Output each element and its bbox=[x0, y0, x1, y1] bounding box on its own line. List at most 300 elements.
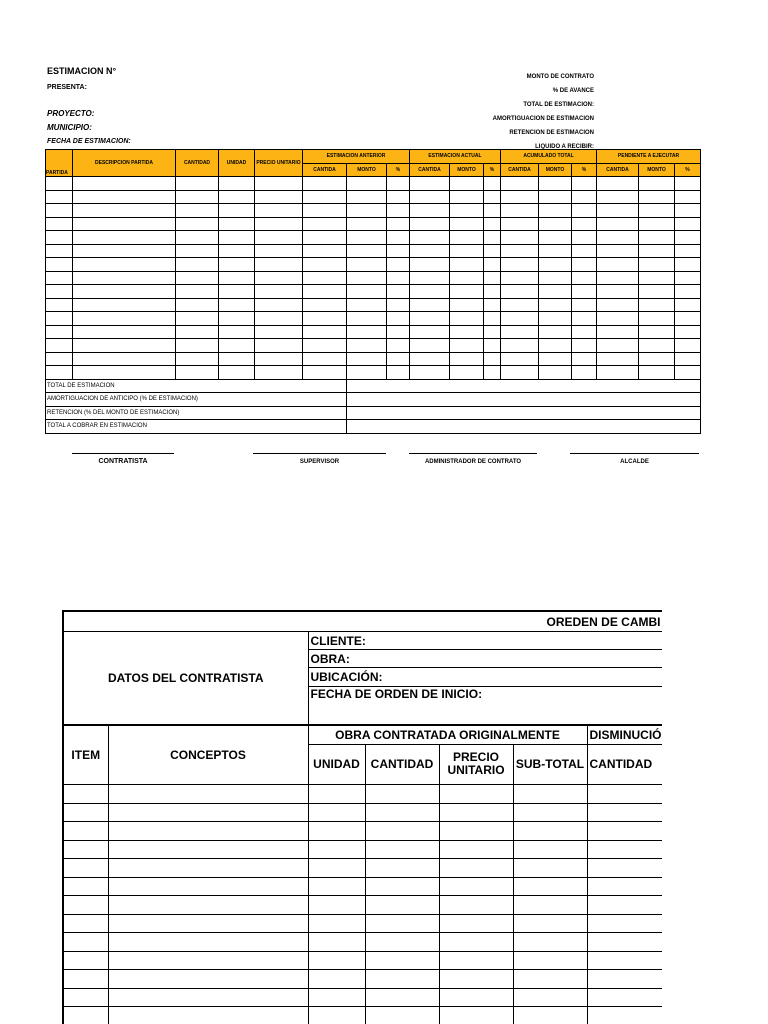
empty-cell[interactable] bbox=[484, 244, 501, 258]
empty-cell[interactable] bbox=[303, 231, 347, 245]
empty-cell[interactable] bbox=[63, 970, 108, 989]
empty-cell[interactable] bbox=[572, 244, 597, 258]
empty-cell[interactable] bbox=[501, 352, 539, 366]
empty-cell[interactable] bbox=[597, 312, 639, 326]
empty-cell[interactable] bbox=[410, 271, 450, 285]
empty-cell[interactable] bbox=[303, 325, 347, 339]
empty-cell[interactable] bbox=[572, 352, 597, 366]
empty-cell[interactable] bbox=[73, 312, 176, 326]
empty-cell[interactable] bbox=[587, 877, 662, 896]
empty-cell[interactable] bbox=[176, 298, 219, 312]
empty-cell[interactable] bbox=[347, 285, 387, 299]
empty-cell[interactable] bbox=[219, 258, 255, 272]
empty-cell[interactable] bbox=[219, 271, 255, 285]
empty-cell[interactable] bbox=[501, 285, 539, 299]
empty-cell[interactable] bbox=[365, 859, 439, 878]
empty-cell[interactable] bbox=[303, 258, 347, 272]
empty-cell[interactable] bbox=[501, 177, 539, 191]
empty-cell[interactable] bbox=[513, 970, 587, 989]
empty-cell[interactable] bbox=[513, 896, 587, 915]
empty-cell[interactable] bbox=[46, 298, 73, 312]
empty-cell[interactable] bbox=[639, 231, 675, 245]
empty-cell[interactable] bbox=[303, 298, 347, 312]
empty-cell[interactable] bbox=[46, 177, 73, 191]
empty-cell[interactable] bbox=[255, 298, 303, 312]
empty-cell[interactable] bbox=[365, 970, 439, 989]
empty-cell[interactable] bbox=[108, 785, 308, 804]
empty-cell[interactable] bbox=[46, 204, 73, 218]
empty-cell[interactable] bbox=[539, 366, 572, 380]
empty-cell[interactable] bbox=[176, 285, 219, 299]
empty-cell[interactable] bbox=[597, 217, 639, 231]
empty-cell[interactable] bbox=[255, 177, 303, 191]
empty-cell[interactable] bbox=[450, 312, 484, 326]
empty-cell[interactable] bbox=[439, 822, 513, 841]
empty-cell[interactable] bbox=[63, 840, 108, 859]
empty-cell[interactable] bbox=[255, 366, 303, 380]
empty-cell[interactable] bbox=[219, 298, 255, 312]
empty-cell[interactable] bbox=[219, 325, 255, 339]
empty-cell[interactable] bbox=[539, 258, 572, 272]
empty-cell[interactable] bbox=[501, 312, 539, 326]
empty-cell[interactable] bbox=[539, 244, 572, 258]
empty-cell[interactable] bbox=[675, 271, 701, 285]
empty-cell[interactable] bbox=[572, 312, 597, 326]
empty-cell[interactable] bbox=[450, 325, 484, 339]
empty-cell[interactable] bbox=[597, 325, 639, 339]
empty-cell[interactable] bbox=[219, 352, 255, 366]
empty-cell[interactable] bbox=[639, 217, 675, 231]
empty-cell[interactable] bbox=[308, 896, 365, 915]
empty-cell[interactable] bbox=[597, 190, 639, 204]
empty-cell[interactable] bbox=[597, 298, 639, 312]
empty-cell[interactable] bbox=[513, 988, 587, 1007]
empty-cell[interactable] bbox=[347, 258, 387, 272]
empty-cell[interactable] bbox=[255, 271, 303, 285]
empty-cell[interactable] bbox=[597, 366, 639, 380]
empty-cell[interactable] bbox=[450, 339, 484, 353]
empty-cell[interactable] bbox=[501, 231, 539, 245]
empty-cell[interactable] bbox=[539, 204, 572, 218]
empty-cell[interactable] bbox=[639, 325, 675, 339]
empty-cell[interactable] bbox=[63, 859, 108, 878]
empty-cell[interactable] bbox=[539, 271, 572, 285]
empty-cell[interactable] bbox=[484, 190, 501, 204]
empty-cell[interactable] bbox=[219, 366, 255, 380]
empty-cell[interactable] bbox=[387, 298, 410, 312]
empty-cell[interactable] bbox=[439, 877, 513, 896]
empty-cell[interactable] bbox=[365, 914, 439, 933]
empty-cell[interactable] bbox=[450, 258, 484, 272]
empty-cell[interactable] bbox=[387, 366, 410, 380]
empty-cell[interactable] bbox=[108, 877, 308, 896]
empty-cell[interactable] bbox=[513, 785, 587, 804]
empty-cell[interactable] bbox=[439, 803, 513, 822]
empty-cell[interactable] bbox=[176, 271, 219, 285]
empty-cell[interactable] bbox=[347, 352, 387, 366]
empty-cell[interactable] bbox=[587, 933, 662, 952]
empty-cell[interactable] bbox=[387, 352, 410, 366]
empty-cell[interactable] bbox=[387, 285, 410, 299]
empty-cell[interactable] bbox=[108, 970, 308, 989]
empty-cell[interactable] bbox=[347, 420, 701, 434]
empty-cell[interactable] bbox=[365, 933, 439, 952]
empty-cell[interactable] bbox=[73, 352, 176, 366]
empty-cell[interactable] bbox=[501, 366, 539, 380]
empty-cell[interactable] bbox=[347, 366, 387, 380]
empty-cell[interactable] bbox=[484, 312, 501, 326]
empty-cell[interactable] bbox=[572, 339, 597, 353]
empty-cell[interactable] bbox=[639, 285, 675, 299]
empty-cell[interactable] bbox=[255, 231, 303, 245]
empty-cell[interactable] bbox=[675, 339, 701, 353]
empty-cell[interactable] bbox=[410, 366, 450, 380]
empty-cell[interactable] bbox=[46, 258, 73, 272]
empty-cell[interactable] bbox=[539, 231, 572, 245]
empty-cell[interactable] bbox=[439, 840, 513, 859]
empty-cell[interactable] bbox=[539, 285, 572, 299]
empty-cell[interactable] bbox=[410, 177, 450, 191]
empty-cell[interactable] bbox=[484, 339, 501, 353]
empty-cell[interactable] bbox=[108, 840, 308, 859]
empty-cell[interactable] bbox=[410, 190, 450, 204]
empty-cell[interactable] bbox=[176, 217, 219, 231]
empty-cell[interactable] bbox=[108, 914, 308, 933]
empty-cell[interactable] bbox=[73, 204, 176, 218]
empty-cell[interactable] bbox=[675, 366, 701, 380]
empty-cell[interactable] bbox=[675, 325, 701, 339]
empty-cell[interactable] bbox=[513, 840, 587, 859]
empty-cell[interactable] bbox=[439, 933, 513, 952]
empty-cell[interactable] bbox=[255, 244, 303, 258]
empty-cell[interactable] bbox=[450, 271, 484, 285]
empty-cell[interactable] bbox=[108, 803, 308, 822]
empty-cell[interactable] bbox=[587, 951, 662, 970]
empty-cell[interactable] bbox=[219, 204, 255, 218]
empty-cell[interactable] bbox=[572, 231, 597, 245]
empty-cell[interactable] bbox=[387, 217, 410, 231]
empty-cell[interactable] bbox=[255, 204, 303, 218]
empty-cell[interactable] bbox=[410, 258, 450, 272]
empty-cell[interactable] bbox=[597, 352, 639, 366]
empty-cell[interactable] bbox=[255, 285, 303, 299]
empty-cell[interactable] bbox=[308, 970, 365, 989]
empty-cell[interactable] bbox=[46, 366, 73, 380]
empty-cell[interactable] bbox=[410, 339, 450, 353]
empty-cell[interactable] bbox=[387, 190, 410, 204]
empty-cell[interactable] bbox=[347, 217, 387, 231]
empty-cell[interactable] bbox=[63, 803, 108, 822]
empty-cell[interactable] bbox=[450, 366, 484, 380]
empty-cell[interactable] bbox=[410, 204, 450, 218]
empty-cell[interactable] bbox=[484, 298, 501, 312]
empty-cell[interactable] bbox=[63, 914, 108, 933]
empty-cell[interactable] bbox=[303, 204, 347, 218]
empty-cell[interactable] bbox=[46, 217, 73, 231]
empty-cell[interactable] bbox=[439, 988, 513, 1007]
empty-cell[interactable] bbox=[450, 352, 484, 366]
empty-cell[interactable] bbox=[450, 244, 484, 258]
empty-cell[interactable] bbox=[439, 1007, 513, 1024]
empty-cell[interactable] bbox=[439, 914, 513, 933]
empty-cell[interactable] bbox=[219, 177, 255, 191]
empty-cell[interactable] bbox=[219, 217, 255, 231]
empty-cell[interactable] bbox=[46, 352, 73, 366]
empty-cell[interactable] bbox=[108, 951, 308, 970]
empty-cell[interactable] bbox=[176, 190, 219, 204]
empty-cell[interactable] bbox=[347, 393, 701, 407]
empty-cell[interactable] bbox=[675, 217, 701, 231]
empty-cell[interactable] bbox=[450, 231, 484, 245]
empty-cell[interactable] bbox=[176, 312, 219, 326]
empty-cell[interactable] bbox=[587, 822, 662, 841]
empty-cell[interactable] bbox=[108, 988, 308, 1007]
empty-cell[interactable] bbox=[587, 914, 662, 933]
empty-cell[interactable] bbox=[539, 312, 572, 326]
empty-cell[interactable] bbox=[450, 204, 484, 218]
empty-cell[interactable] bbox=[308, 877, 365, 896]
empty-cell[interactable] bbox=[347, 406, 701, 420]
empty-cell[interactable] bbox=[639, 339, 675, 353]
empty-cell[interactable] bbox=[501, 258, 539, 272]
empty-cell[interactable] bbox=[587, 896, 662, 915]
empty-cell[interactable] bbox=[410, 231, 450, 245]
empty-cell[interactable] bbox=[597, 258, 639, 272]
empty-cell[interactable] bbox=[484, 204, 501, 218]
empty-cell[interactable] bbox=[308, 822, 365, 841]
empty-cell[interactable] bbox=[597, 285, 639, 299]
empty-cell[interactable] bbox=[63, 951, 108, 970]
empty-cell[interactable] bbox=[675, 231, 701, 245]
empty-cell[interactable] bbox=[597, 271, 639, 285]
empty-cell[interactable] bbox=[255, 258, 303, 272]
empty-cell[interactable] bbox=[387, 312, 410, 326]
empty-cell[interactable] bbox=[450, 217, 484, 231]
empty-cell[interactable] bbox=[484, 366, 501, 380]
empty-cell[interactable] bbox=[639, 298, 675, 312]
empty-cell[interactable] bbox=[675, 258, 701, 272]
empty-cell[interactable] bbox=[513, 1007, 587, 1024]
empty-cell[interactable] bbox=[484, 231, 501, 245]
empty-cell[interactable] bbox=[539, 298, 572, 312]
empty-cell[interactable] bbox=[387, 258, 410, 272]
empty-cell[interactable] bbox=[675, 244, 701, 258]
empty-cell[interactable] bbox=[387, 339, 410, 353]
empty-cell[interactable] bbox=[675, 204, 701, 218]
empty-cell[interactable] bbox=[484, 258, 501, 272]
empty-cell[interactable] bbox=[347, 312, 387, 326]
empty-cell[interactable] bbox=[587, 840, 662, 859]
empty-cell[interactable] bbox=[572, 177, 597, 191]
empty-cell[interactable] bbox=[303, 190, 347, 204]
empty-cell[interactable] bbox=[347, 325, 387, 339]
empty-cell[interactable] bbox=[63, 822, 108, 841]
empty-cell[interactable] bbox=[308, 933, 365, 952]
empty-cell[interactable] bbox=[73, 339, 176, 353]
empty-cell[interactable] bbox=[347, 177, 387, 191]
empty-cell[interactable] bbox=[108, 933, 308, 952]
empty-cell[interactable] bbox=[347, 298, 387, 312]
empty-cell[interactable] bbox=[572, 258, 597, 272]
empty-cell[interactable] bbox=[387, 271, 410, 285]
empty-cell[interactable] bbox=[587, 970, 662, 989]
empty-cell[interactable] bbox=[303, 366, 347, 380]
empty-cell[interactable] bbox=[410, 325, 450, 339]
empty-cell[interactable] bbox=[572, 217, 597, 231]
empty-cell[interactable] bbox=[410, 244, 450, 258]
empty-cell[interactable] bbox=[347, 339, 387, 353]
empty-cell[interactable] bbox=[365, 896, 439, 915]
empty-cell[interactable] bbox=[63, 877, 108, 896]
empty-cell[interactable] bbox=[501, 271, 539, 285]
empty-cell[interactable] bbox=[255, 190, 303, 204]
empty-cell[interactable] bbox=[639, 366, 675, 380]
empty-cell[interactable] bbox=[484, 285, 501, 299]
empty-cell[interactable] bbox=[73, 217, 176, 231]
empty-cell[interactable] bbox=[410, 217, 450, 231]
empty-cell[interactable] bbox=[176, 244, 219, 258]
empty-cell[interactable] bbox=[597, 244, 639, 258]
empty-cell[interactable] bbox=[572, 204, 597, 218]
empty-cell[interactable] bbox=[513, 877, 587, 896]
empty-cell[interactable] bbox=[675, 285, 701, 299]
empty-cell[interactable] bbox=[219, 312, 255, 326]
empty-cell[interactable] bbox=[572, 366, 597, 380]
empty-cell[interactable] bbox=[176, 231, 219, 245]
empty-cell[interactable] bbox=[639, 244, 675, 258]
empty-cell[interactable] bbox=[639, 258, 675, 272]
empty-cell[interactable] bbox=[347, 244, 387, 258]
empty-cell[interactable] bbox=[675, 298, 701, 312]
empty-cell[interactable] bbox=[639, 177, 675, 191]
empty-cell[interactable] bbox=[450, 177, 484, 191]
empty-cell[interactable] bbox=[439, 859, 513, 878]
empty-cell[interactable] bbox=[73, 231, 176, 245]
empty-cell[interactable] bbox=[439, 785, 513, 804]
empty-cell[interactable] bbox=[63, 896, 108, 915]
empty-cell[interactable] bbox=[572, 285, 597, 299]
empty-cell[interactable] bbox=[46, 285, 73, 299]
empty-cell[interactable] bbox=[219, 244, 255, 258]
empty-cell[interactable] bbox=[365, 803, 439, 822]
empty-cell[interactable] bbox=[255, 312, 303, 326]
empty-cell[interactable] bbox=[501, 204, 539, 218]
empty-cell[interactable] bbox=[587, 1007, 662, 1024]
empty-cell[interactable] bbox=[176, 204, 219, 218]
empty-cell[interactable] bbox=[587, 785, 662, 804]
empty-cell[interactable] bbox=[587, 859, 662, 878]
empty-cell[interactable] bbox=[303, 271, 347, 285]
empty-cell[interactable] bbox=[46, 312, 73, 326]
empty-cell[interactable] bbox=[255, 217, 303, 231]
empty-cell[interactable] bbox=[46, 271, 73, 285]
empty-cell[interactable] bbox=[46, 244, 73, 258]
empty-cell[interactable] bbox=[73, 298, 176, 312]
empty-cell[interactable] bbox=[73, 190, 176, 204]
empty-cell[interactable] bbox=[572, 298, 597, 312]
empty-cell[interactable] bbox=[587, 988, 662, 1007]
empty-cell[interactable] bbox=[308, 785, 365, 804]
empty-cell[interactable] bbox=[639, 204, 675, 218]
empty-cell[interactable] bbox=[539, 217, 572, 231]
empty-cell[interactable] bbox=[46, 325, 73, 339]
empty-cell[interactable] bbox=[539, 190, 572, 204]
empty-cell[interactable] bbox=[347, 204, 387, 218]
empty-cell[interactable] bbox=[176, 258, 219, 272]
empty-cell[interactable] bbox=[308, 840, 365, 859]
empty-cell[interactable] bbox=[219, 190, 255, 204]
empty-cell[interactable] bbox=[513, 822, 587, 841]
empty-cell[interactable] bbox=[539, 325, 572, 339]
empty-cell[interactable] bbox=[675, 352, 701, 366]
empty-cell[interactable] bbox=[387, 244, 410, 258]
empty-cell[interactable] bbox=[73, 177, 176, 191]
empty-cell[interactable] bbox=[108, 896, 308, 915]
empty-cell[interactable] bbox=[255, 352, 303, 366]
empty-cell[interactable] bbox=[597, 339, 639, 353]
empty-cell[interactable] bbox=[597, 177, 639, 191]
empty-cell[interactable] bbox=[73, 271, 176, 285]
empty-cell[interactable] bbox=[513, 914, 587, 933]
empty-cell[interactable] bbox=[501, 325, 539, 339]
empty-cell[interactable] bbox=[639, 352, 675, 366]
empty-cell[interactable] bbox=[63, 785, 108, 804]
empty-cell[interactable] bbox=[303, 312, 347, 326]
empty-cell[interactable] bbox=[539, 352, 572, 366]
empty-cell[interactable] bbox=[219, 285, 255, 299]
empty-cell[interactable] bbox=[501, 217, 539, 231]
empty-cell[interactable] bbox=[365, 877, 439, 896]
empty-cell[interactable] bbox=[410, 285, 450, 299]
empty-cell[interactable] bbox=[108, 1007, 308, 1024]
empty-cell[interactable] bbox=[108, 859, 308, 878]
empty-cell[interactable] bbox=[73, 366, 176, 380]
empty-cell[interactable] bbox=[365, 840, 439, 859]
empty-cell[interactable] bbox=[347, 379, 701, 393]
empty-cell[interactable] bbox=[176, 177, 219, 191]
empty-cell[interactable] bbox=[308, 951, 365, 970]
empty-cell[interactable] bbox=[572, 190, 597, 204]
empty-cell[interactable] bbox=[219, 339, 255, 353]
empty-cell[interactable] bbox=[176, 352, 219, 366]
empty-cell[interactable] bbox=[484, 271, 501, 285]
empty-cell[interactable] bbox=[219, 231, 255, 245]
empty-cell[interactable] bbox=[410, 298, 450, 312]
empty-cell[interactable] bbox=[365, 822, 439, 841]
empty-cell[interactable] bbox=[639, 190, 675, 204]
empty-cell[interactable] bbox=[73, 325, 176, 339]
empty-cell[interactable] bbox=[303, 177, 347, 191]
empty-cell[interactable] bbox=[365, 951, 439, 970]
empty-cell[interactable] bbox=[303, 244, 347, 258]
empty-cell[interactable] bbox=[539, 177, 572, 191]
empty-cell[interactable] bbox=[63, 933, 108, 952]
empty-cell[interactable] bbox=[439, 896, 513, 915]
empty-cell[interactable] bbox=[439, 951, 513, 970]
empty-cell[interactable] bbox=[513, 951, 587, 970]
empty-cell[interactable] bbox=[501, 244, 539, 258]
empty-cell[interactable] bbox=[572, 271, 597, 285]
empty-cell[interactable] bbox=[308, 859, 365, 878]
empty-cell[interactable] bbox=[365, 988, 439, 1007]
empty-cell[interactable] bbox=[439, 970, 513, 989]
empty-cell[interactable] bbox=[675, 190, 701, 204]
empty-cell[interactable] bbox=[513, 859, 587, 878]
empty-cell[interactable] bbox=[513, 803, 587, 822]
empty-cell[interactable] bbox=[176, 366, 219, 380]
empty-cell[interactable] bbox=[387, 177, 410, 191]
empty-cell[interactable] bbox=[587, 803, 662, 822]
